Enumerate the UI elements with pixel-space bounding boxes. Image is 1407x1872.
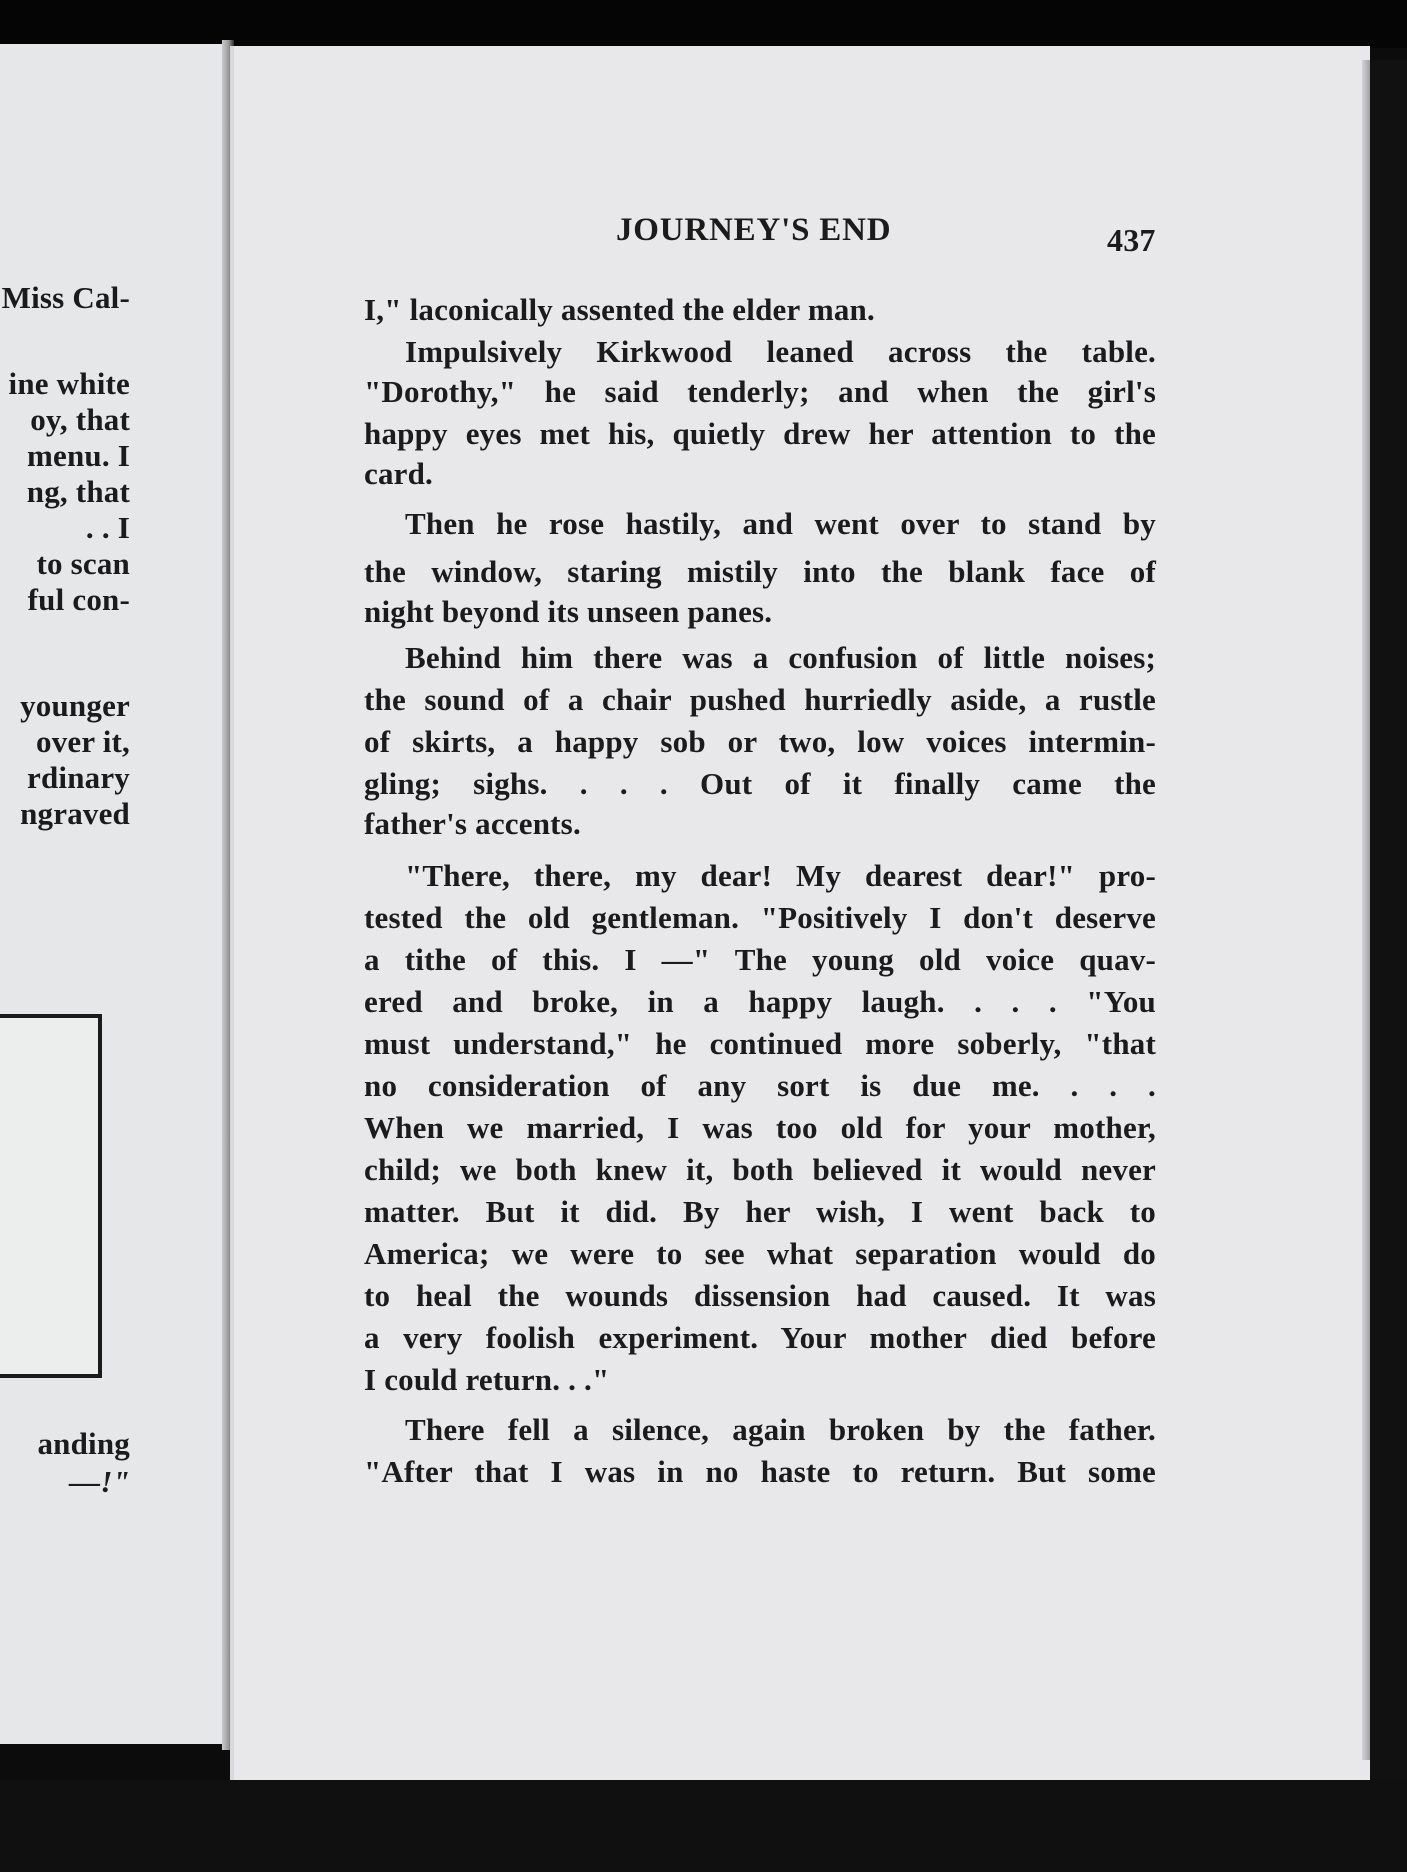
left-page-line: over it, <box>36 724 130 759</box>
body-line: the window, staring mistily into the blank face of <box>364 554 1156 589</box>
body-line: card. <box>364 456 434 491</box>
running-head: JOURNEY'S END <box>616 212 892 248</box>
body-line: gling; sighs. . . . Out of it finally came the <box>364 766 1156 801</box>
body-line: tested the old gentleman. "Positively I don't deserve <box>364 900 1156 935</box>
left-page-line: younger <box>20 688 130 723</box>
scan-bottom-border <box>0 1780 1407 1872</box>
left-page-line: oy, that <box>30 402 130 437</box>
body-line: "There, there, my dear! My dearest dear!" pro- <box>405 858 1156 893</box>
body-line: When we married, I was too old for your mother, <box>364 1110 1156 1145</box>
body-line: happy eyes met his, quietly drew her attention to the <box>364 416 1156 451</box>
left-page-line: ng, that <box>26 474 130 509</box>
body-line: of skirts, a happy sob or two, low voices intermin- <box>364 724 1156 759</box>
body-line: America; we were to see what separation would do <box>364 1236 1156 1271</box>
body-line: ered and broke, in a happy laugh. . . . "You <box>364 984 1156 1019</box>
body-line: to heal the wounds dissension had caused. It was <box>364 1278 1156 1313</box>
scan-top-border <box>0 0 1407 48</box>
illustration-plate-frame <box>0 1014 102 1378</box>
left-page-fragment <box>0 44 232 1744</box>
page-edge <box>1362 60 1370 1760</box>
body-line: matter. But it did. By her wish, I went back to <box>364 1194 1156 1229</box>
body-line: a very foolish experiment. Your mother died before <box>364 1320 1156 1355</box>
body-line: Behind him there was a confusion of little noises; <box>405 640 1156 675</box>
body-line: "After that I was in no haste to return. But some <box>364 1454 1156 1489</box>
body-line: Impulsively Kirkwood leaned across the table. <box>405 334 1156 369</box>
left-page-line: anding <box>37 1426 130 1461</box>
body-line: no consideration of any sort is due me. . . . <box>364 1068 1156 1103</box>
body-line: "Dorothy," he said tenderly; and when the girl's <box>364 374 1156 409</box>
left-page-line: Miss Cal- <box>1 280 130 315</box>
body-line: I," laconically assented the elder man. <box>364 292 875 327</box>
body-line: must understand," he continued more soberly, "that <box>364 1026 1156 1061</box>
body-line: child; we both knew it, both believed it would never <box>364 1152 1156 1187</box>
body-line: night beyond its unseen panes. <box>364 594 773 629</box>
body-line: the sound of a chair pushed hurriedly aside, a rustle <box>364 682 1156 717</box>
left-page-line: rdinary <box>26 760 130 795</box>
body-line: father's accents. <box>364 806 581 841</box>
body-line: There fell a silence, again broken by the father. <box>405 1412 1156 1447</box>
left-page-line: ngraved <box>20 796 130 831</box>
body-line: a tithe of this. I —" The young old voice quav- <box>364 942 1156 977</box>
left-page-line: . . I <box>85 510 130 545</box>
left-page-line: ine white <box>8 366 130 401</box>
left-page-line: to scan <box>36 546 130 581</box>
page-number: 437 <box>1107 222 1156 258</box>
left-page-line: —!" <box>69 1464 130 1499</box>
scan-right-border <box>1370 60 1407 1872</box>
left-page-line: menu. I <box>26 438 130 473</box>
left-page-line: ful con- <box>27 582 130 617</box>
body-line: I could return. . ." <box>364 1362 610 1397</box>
body-line: Then he rose hastily, and went over to stand by <box>405 506 1156 541</box>
